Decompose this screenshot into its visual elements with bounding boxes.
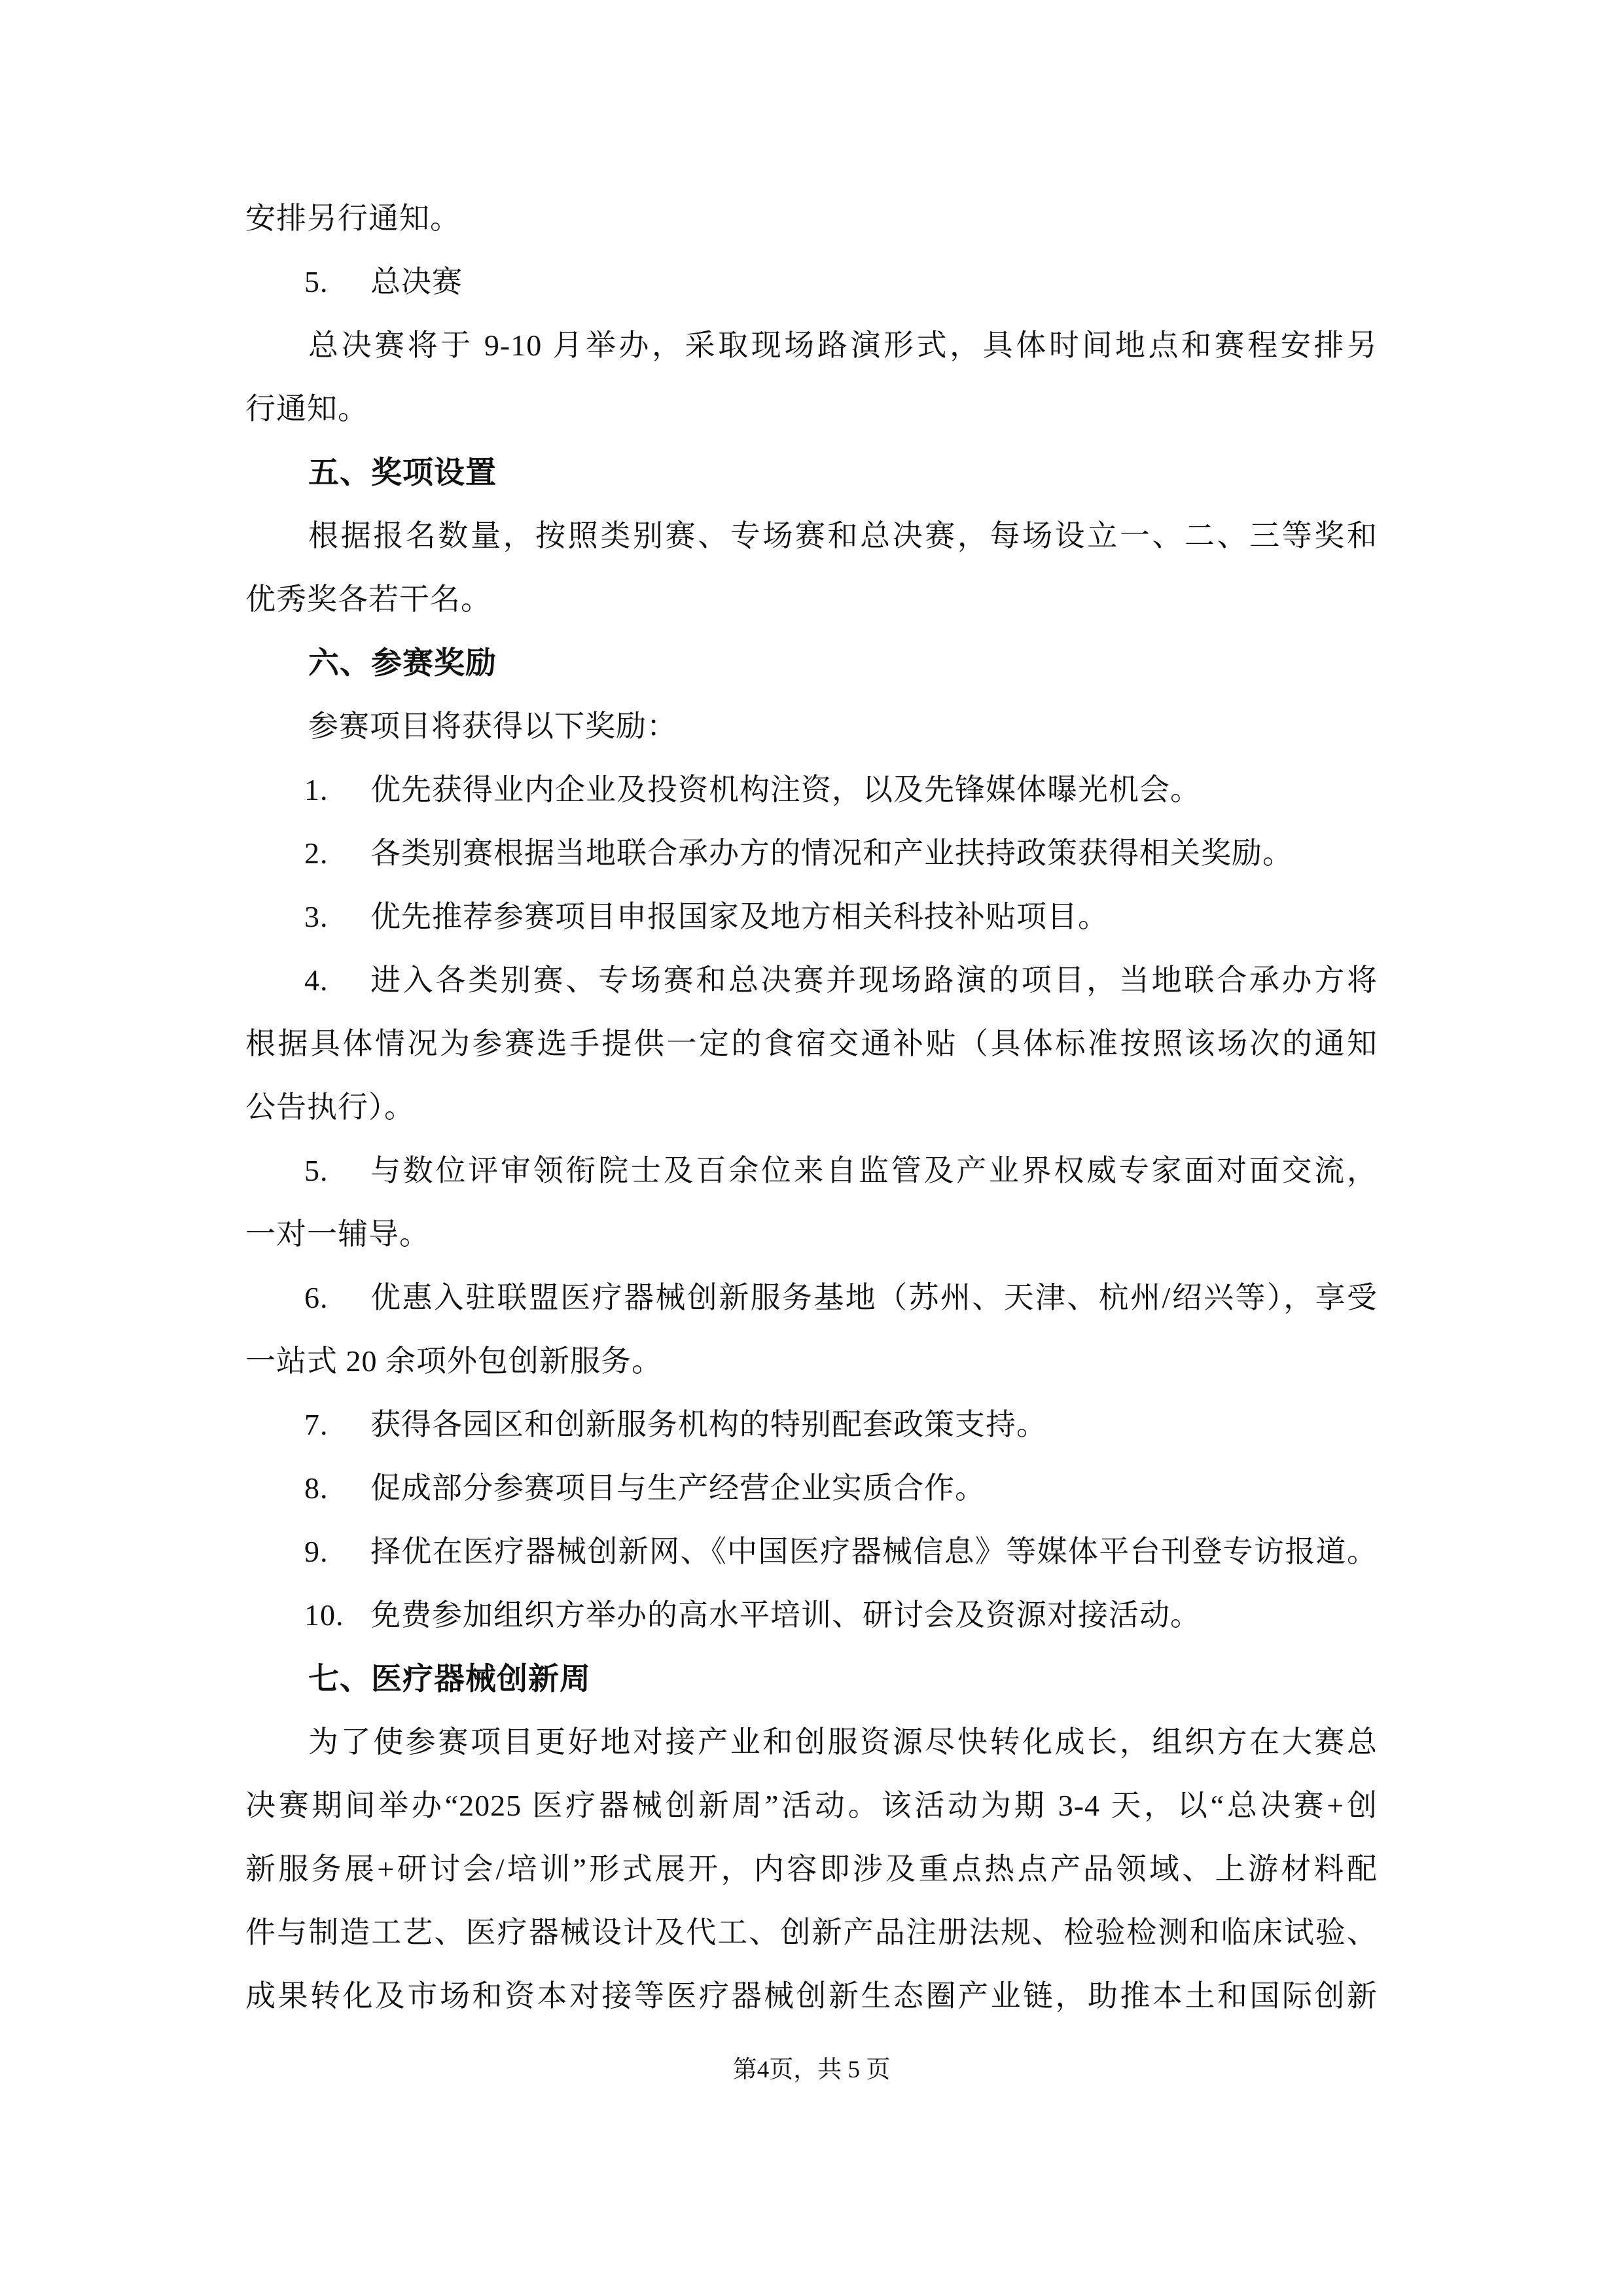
list-item-text: 优先获得业内企业及投资机构注资，以及先锋媒体曝光机会。: [370, 773, 1201, 806]
list-item-line: [245, 885, 1378, 948]
list-item-line: [245, 1583, 1378, 1647]
list-item-number: 1.: [304, 773, 329, 806]
list-item-number: 6.: [304, 1281, 329, 1314]
text-line: 决赛期间举办“2025 医疗器械创新周”活动。该活动为期 3-4 天，以“总决赛+创: [245, 1789, 1378, 1822]
list-item-line: [245, 758, 1378, 821]
list-item-line: [245, 1456, 1378, 1520]
text-line: 新服务展+研讨会/培训”形式展开，内容即涉及重点热点产品领域、上游材料配: [245, 1852, 1378, 1886]
text-line: 成果转化及市场和资本对接等医疗器械创新生态圈产业链，助推本土和国际创新: [245, 1979, 1378, 2013]
list-item-number: 3.: [304, 900, 329, 933]
list-item-number: 5.: [304, 1154, 329, 1187]
text-line: 优秀奖各若干名。: [245, 583, 491, 616]
text-line: 参赛项目将获得以下奖励：: [308, 709, 677, 743]
list-item-text: 优惠入驻联盟医疗器械创新服务基地（苏州、天津、杭州/绍兴等），享受: [370, 1281, 1378, 1314]
text-line: 件与制造工艺、医疗器械设计及代工、创新产品注册法规、检验检测和临床试验、: [245, 1916, 1378, 1949]
list-item-line: [245, 1520, 1378, 1583]
list-item-text: 与数位评审领衔院士及百余位来自监管及产业界权威专家面对面交流，: [370, 1154, 1378, 1187]
list-item-number: 5.: [304, 265, 329, 298]
list-item-line: [245, 250, 1378, 314]
text-line: 行通知。: [245, 392, 368, 425]
list-item-number: 2.: [304, 836, 329, 870]
list-item-number: 4.: [304, 963, 329, 997]
list-item-number: 8.: [304, 1471, 329, 1505]
list-item-number: 7.: [304, 1408, 329, 1441]
text-line: 根据具体情况为参赛选手提供一定的食宿交通补贴（具体标准按照该场次的通知: [245, 1027, 1378, 1060]
text-line: 总决赛将于 9-10 月举办，采取现场路演形式，具体时间地点和赛程安排另: [308, 329, 1378, 362]
list-item-text: 免费参加组织方举办的高水平培训、研讨会及资源对接活动。: [370, 1598, 1201, 1632]
text-line: 一站式 20 余项外包创新服务。: [245, 1344, 662, 1378]
list-item-line: [245, 948, 1378, 1012]
text-line: 为了使参赛项目更好地对接产业和创服资源尽快转化成长，组织方在大赛总: [308, 1725, 1378, 1759]
list-item-text: 优先推荐参赛项目申报国家及地方相关科技补贴项目。: [370, 900, 1109, 933]
section-heading: 七、医疗器械创新周: [308, 1661, 591, 1696]
list-item-text: 总决赛: [370, 265, 463, 298]
list-item-line: [245, 1266, 1378, 1329]
list-item-number: 10.: [304, 1598, 344, 1632]
list-item-number: 9.: [304, 1535, 329, 1568]
section-heading: 六、参赛奖励: [308, 645, 497, 680]
list-item-text: 进入各类别赛、专场赛和总决赛并现场路演的项目，当地联合承办方将: [370, 963, 1378, 997]
list-item-text: 各类别赛根据当地联合承办方的情况和产业扶持政策获得相关奖励。: [370, 836, 1293, 870]
text-line: 公告执行）。: [245, 1090, 415, 1124]
list-item-line: [245, 1393, 1378, 1456]
text-line: 一对一辅导。: [245, 1217, 430, 1251]
list-item-line: [245, 821, 1378, 885]
list-item-line: [245, 1139, 1378, 1202]
section-heading: 五、奖项设置: [308, 455, 497, 490]
document-body: [245, 187, 1378, 2028]
list-item-text: 择优在医疗器械创新网、《中国医疗器械信息》等媒体平台刊登专访报道。: [370, 1535, 1378, 1568]
text-line: 安排另行通知。: [245, 202, 461, 235]
list-item-text: 促成部分参赛项目与生产经营企业实质合作。: [370, 1471, 986, 1505]
page-footer: 第4页，共 5 页: [732, 2056, 891, 2083]
text-line: 根据报名数量，按照类别赛、专场赛和总决赛，每场设立一、二、三等奖和: [308, 519, 1378, 552]
list-item-text: 获得各园区和创新服务机构的特别配套政策支持。: [370, 1408, 1047, 1441]
